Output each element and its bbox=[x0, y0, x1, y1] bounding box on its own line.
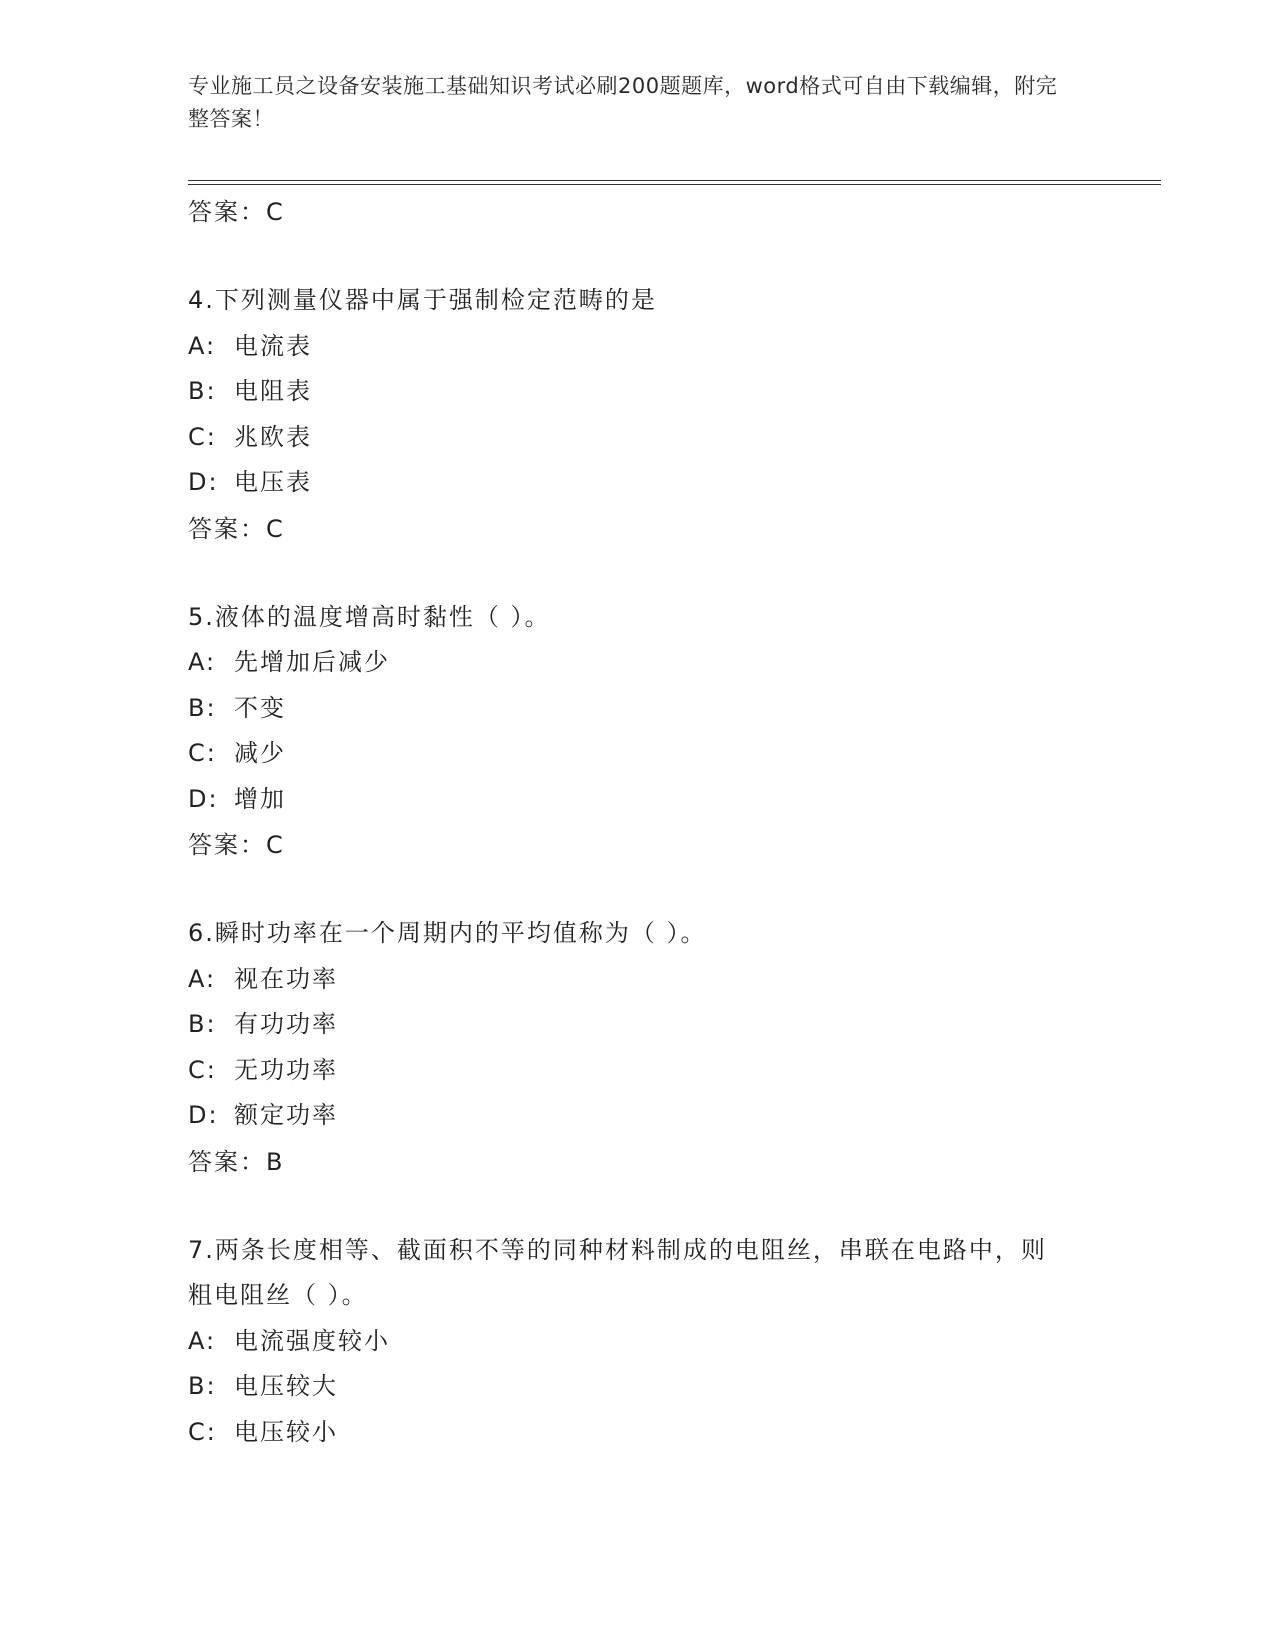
option-d bbox=[188, 460, 1088, 506]
header-divider-top bbox=[188, 180, 1161, 181]
option-key: C: bbox=[188, 1055, 217, 1084]
header-divider-bottom bbox=[188, 184, 1161, 185]
option-d bbox=[188, 777, 1088, 823]
option-a bbox=[188, 640, 1088, 686]
spacer bbox=[188, 552, 1088, 595]
option-text: 电压较小 bbox=[234, 1417, 338, 1446]
option-c bbox=[188, 1410, 1088, 1456]
spacer bbox=[188, 235, 1088, 278]
option-text: 先增加后减少 bbox=[234, 648, 390, 676]
answer-line: 答案：C bbox=[188, 831, 285, 859]
answer-line: 答案：B bbox=[188, 1147, 285, 1176]
answer-line: 答案：C bbox=[188, 514, 285, 543]
option-key: A: bbox=[188, 331, 217, 360]
question-title: 4.下列测量仪器中属于强制检定范畴的是 bbox=[188, 286, 657, 314]
option-text: 增加 bbox=[234, 784, 286, 813]
question-7 bbox=[188, 1228, 1088, 1456]
option-key: A: bbox=[188, 648, 217, 676]
question-6 bbox=[188, 911, 1088, 1185]
option-c bbox=[188, 415, 1088, 461]
question-4 bbox=[188, 278, 1088, 552]
option-text: 电压表 bbox=[234, 468, 312, 496]
question-title: 7.两条长度相等、截面积不等的同种材料制成的电阻丝，串联在电路中，则粗电阻丝（ ）。 bbox=[188, 1235, 1047, 1309]
option-text: 无功功率 bbox=[234, 1055, 338, 1084]
option-text: 减少 bbox=[234, 739, 286, 767]
option-a bbox=[188, 324, 1088, 370]
question-list bbox=[188, 189, 1088, 1455]
option-key: C: bbox=[188, 1417, 217, 1446]
option-key: B: bbox=[188, 1010, 217, 1038]
spacer bbox=[188, 1185, 1088, 1228]
option-text: 电阻表 bbox=[234, 377, 312, 405]
option-text: 视在功率 bbox=[234, 964, 338, 993]
option-b bbox=[188, 1364, 1088, 1410]
option-text: 电压较大 bbox=[234, 1372, 338, 1400]
question-title: 5.液体的温度增高时黏性（ ）。 bbox=[188, 602, 551, 631]
option-c bbox=[188, 1048, 1088, 1094]
option-key: D: bbox=[188, 784, 219, 813]
option-b bbox=[188, 1002, 1088, 1048]
option-key: C: bbox=[188, 422, 217, 451]
option-key: B: bbox=[188, 693, 217, 722]
option-key: A: bbox=[188, 1326, 217, 1355]
spacer bbox=[188, 868, 1088, 911]
option-text: 额定功率 bbox=[234, 1101, 338, 1129]
option-text: 有功功率 bbox=[234, 1010, 338, 1038]
option-text: 不变 bbox=[234, 693, 286, 722]
question-5 bbox=[188, 595, 1088, 869]
option-d bbox=[188, 1093, 1088, 1139]
option-b bbox=[188, 369, 1088, 415]
option-key: B: bbox=[188, 1372, 217, 1400]
answer-line: 答案：C bbox=[188, 198, 285, 226]
option-key: B: bbox=[188, 377, 217, 405]
option-key: C: bbox=[188, 739, 217, 767]
option-a bbox=[188, 1319, 1088, 1365]
option-key: D: bbox=[188, 468, 219, 496]
option-c bbox=[188, 731, 1088, 777]
option-key: A: bbox=[188, 964, 217, 993]
option-text: 电流表 bbox=[234, 331, 312, 360]
question-title: 6.瞬时功率在一个周期内的平均值称为（ ）。 bbox=[188, 919, 707, 947]
option-a bbox=[188, 957, 1088, 1003]
option-text: 电流强度较小 bbox=[234, 1326, 390, 1355]
option-text: 兆欧表 bbox=[234, 422, 312, 451]
option-key: D: bbox=[188, 1101, 219, 1129]
document-header: 专业施工员之设备安装施工基础知识考试必刷200题题库，word格式可自由下载编辑，附完整答案！ bbox=[188, 74, 1058, 131]
option-b bbox=[188, 686, 1088, 732]
